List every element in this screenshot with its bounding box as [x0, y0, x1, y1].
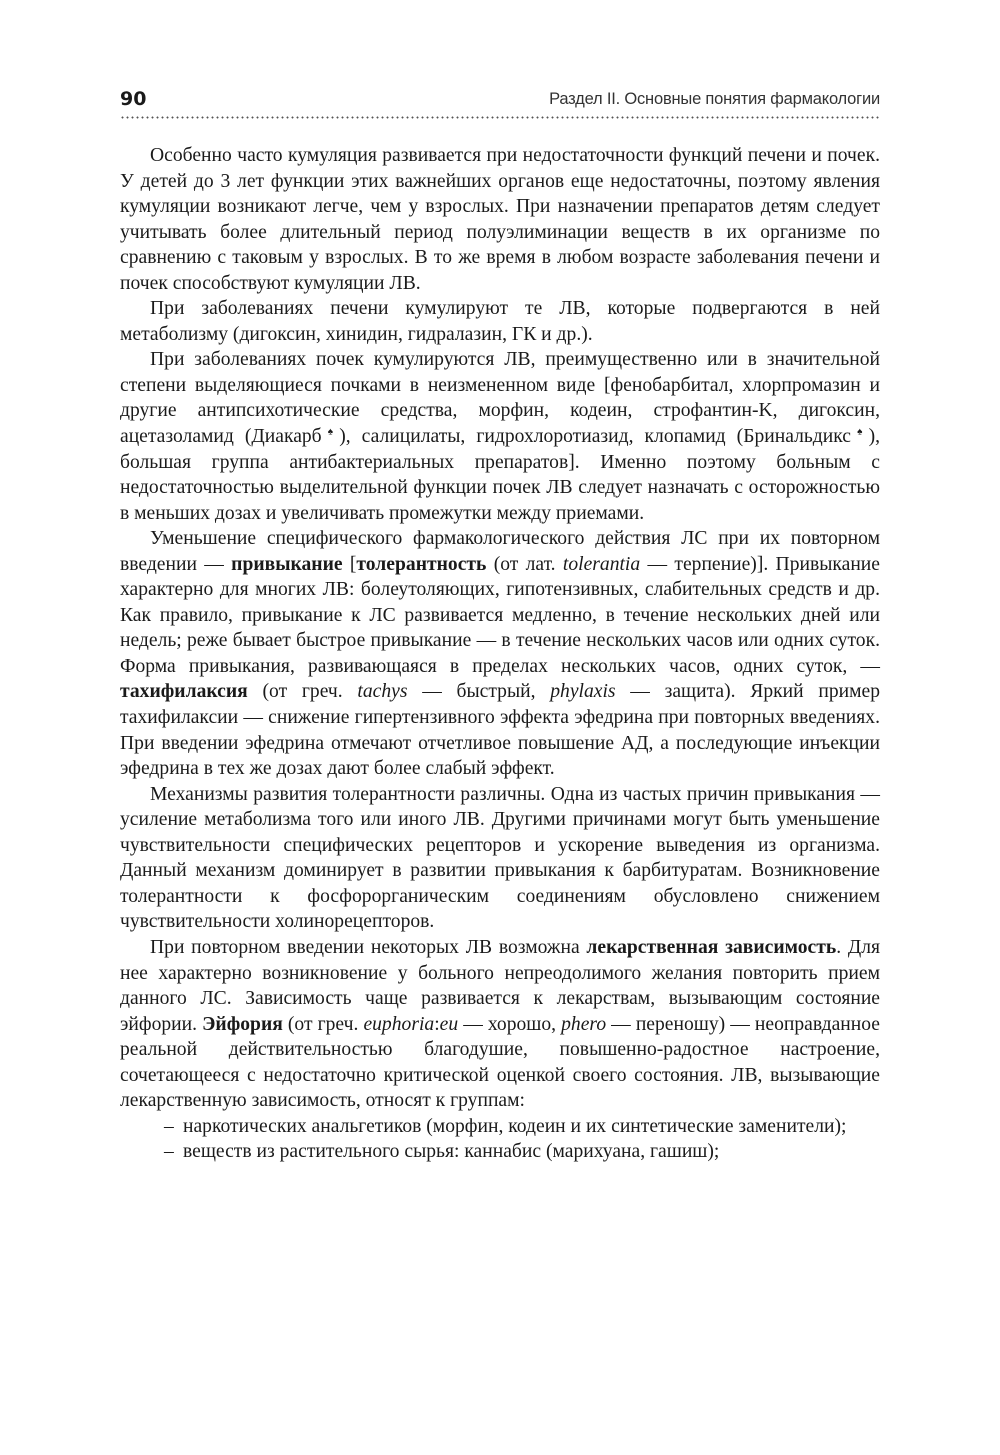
trademark-mark: ♠: [851, 426, 869, 438]
paragraph-liver: При заболеваниях печени кумулируют те ЛВ, которые подвергаются в ней метаболизму (дигоксин, хинидин, гидралазин, ГК и др.).: [120, 298, 880, 345]
dependence-groups-list: [120, 1114, 880, 1165]
body-text: [120, 143, 880, 1165]
list-item: – наркотических анальгетиков (морфин, кодеин и их синтетические заменители);: [164, 1115, 847, 1137]
greek-term: tachys: [357, 681, 408, 703]
latin-term: tolerantia: [562, 553, 641, 575]
trademark-mark: ♠: [321, 426, 340, 438]
term-euphoria: Эйфория: [202, 1013, 283, 1035]
header-dotted-rule: [120, 116, 880, 119]
running-title: Раздел II. Основные понятия фармакологии: [549, 90, 880, 108]
greek-term: phero: [561, 1013, 607, 1035]
paragraph-tolerance: Уменьшение специфического фармакологического действия ЛС при их повторном введении — привыкание [толерантность (от лат. tolerantia — терпение)]. Привыкание характерно для многих ЛВ: болеутоляющих, гипотензивных, слабительных средств и др. Как правило, привыкание к ЛС развивается медленно, в течение нескольких дней или недель; реже бывает быстрое привыкание — в течение нескольких часов или одних суток. Форма привыкания, развивающаяся в пределах нескольких часов, одних суток, — тахифилаксия (от греч. tachys — быстрый, phylaxis — защита). Яркий пример тахифилаксии — снижение гипертензивного эффекта эфедрина при повторных введениях. При введении эфедрина отмечают отчетливое повышение АД, а последующие инъекции эфедрина в тех же дозах дают более слабый эффект.: [120, 528, 880, 780]
paragraph-mechanisms: Механизмы развития толерантности различны. Одна из частых причин привыкания — усиление метаболизма того или иного ЛВ. Другими причинами могут быть уменьшение чувствительности специфических рецепторов и ускорение выведения из организма. Данный механизм доминирует в развитии привыкания к барбитуратам. Возникновение толерантности к фосфорорганическим соединениям обусловлено снижением чувствительности холинорецепторов.: [120, 783, 880, 933]
paragraph-dependence: При повторном введении некоторых ЛВ возможна лекарственная зависимость. Для нее характерно возникновение у больного непреодолимого желания повторить прием данного ЛС. Зависимость чаще развивается к лекарствам, вызывающим состояние эйфории. Эйфория (от греч. euphoria:eu — хорошо, phero — переношу) — неоправданное реальной действительностью благодушие, повышенно-радостное настроение, сочетающееся с недостаточно критической оценкой своего состояния. ЛВ, вызывающие лекарственную зависимость, относят к группам:: [120, 936, 880, 1112]
term-drug-dependence: лекарственная зависимость: [586, 936, 837, 958]
page-number: 90: [120, 88, 147, 110]
term-tachyphylaxis: тахифилаксия: [120, 681, 248, 703]
page-header: [120, 88, 880, 118]
paragraph-kidney: При заболеваниях почек кумулируются ЛВ, преимущественно или в значительной степени выделяющиеся почками в неизмененном виде [фенобарбитал, хлорпромазин и другие антипсихотические средства, морфин, кодеин, строфантин-K, дигоксин, ацетазоламид (Диакарб♠), салицилаты, гидрохлоротиазид, клопамид (Бринальдикс♠), большая группа антибактериальных препаратов]. Именно поэтому больным с недостаточностью выделительной функции почек ЛВ следует назначать с осторожностью в меньших дозах и увеличивать промежутки между приемами.: [120, 349, 881, 524]
list-item: – веществ из растительного сырья: каннабис (марихуана, гашиш);: [164, 1141, 720, 1163]
greek-term: eu: [439, 1013, 459, 1035]
greek-term: phylaxis: [550, 681, 616, 703]
paragraph-cumulation: Особенно часто кумуляция развивается при недостаточности функций печени и почек. У детей до 3 лет функции этих важнейших органов еще недостаточны, поэтому явления кумуляции возникают легче, чем у взрослых. При назначении препаратов детям следует учитывать более длительный период полуэлиминации веществ в их организме по сравнению с таковым у взрослых. В то же время в любом возрасте заболевания печени и почек способствуют кумуляции ЛВ.: [120, 145, 880, 294]
term-tolerance: толерантность: [356, 553, 487, 575]
greek-term: euphoria: [363, 1013, 435, 1035]
term-habituation: привыкание: [231, 553, 343, 575]
